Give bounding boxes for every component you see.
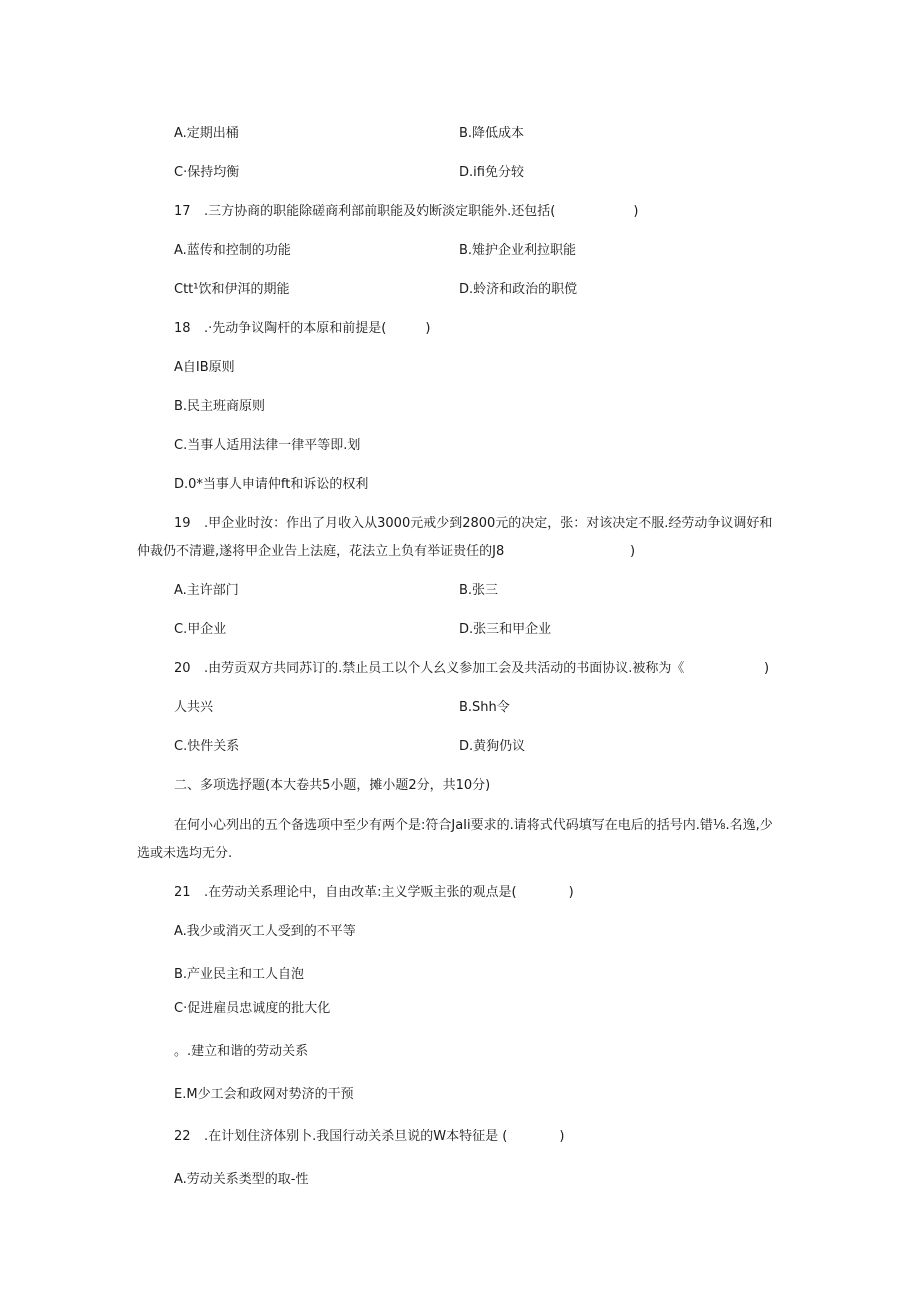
q19-stem-line2: 仲裁仍不清避,遂将甲企业告上法庭，花法立上负有举证贵任的J8 [137, 544, 505, 559]
q22-number: 22 [174, 1129, 191, 1144]
q20-stem: .由劳贡双方共同苏订的.禁止员工以个人幺义参加工会及共活动的书面协议.被称为《 [204, 661, 685, 676]
q17-question [174, 203, 638, 221]
q21-question [174, 884, 574, 902]
q17-number: 17 [174, 204, 191, 219]
q20-option-c: C.快件关系 [174, 739, 240, 754]
q22-stem: .在计划住济体别卜.我国行动关杀旦说的W本特征是 ( ) [204, 1129, 565, 1144]
q19-question-line1 [174, 515, 772, 533]
q19-option-a: A.主许部门 [174, 583, 239, 598]
q18-option-d: D.0*当事人申请仲ft和诉讼的权利 [174, 477, 369, 492]
q17-option-c: Ctt¹饮和伊洱的期能 [174, 282, 290, 297]
q19-answer-paren: ) [630, 544, 636, 559]
q22-question [174, 1128, 564, 1146]
q20-option-b: B.Shh令 [459, 700, 510, 715]
q16-option-c: C·保持均衡 [174, 165, 240, 180]
q19-stem-line1: .甲企业时汝：作出了月收入从3000元戒少到2800元的决定，张：对该决定不服.经劳动争议调好和 [204, 516, 773, 531]
q20-option-a: 人共兴 [174, 700, 214, 715]
q20-number: 20 [174, 661, 191, 676]
q18-stem: .·先动争议陶杆的本原和前提是( ) [204, 321, 431, 336]
q19-number: 19 [174, 516, 191, 531]
section2-instructions-line2: 选或未选均无分. [137, 846, 233, 861]
q18-option-c: C.当事人适用法律一律平等即.划 [174, 438, 361, 453]
q20-answer-paren: ) [764, 661, 770, 676]
section2-heading: 二、多项选抒题(本大卷共5小题，摊小题2分，共10分) [174, 778, 491, 793]
q21-number: 21 [174, 885, 191, 900]
q20-option-d: D.黄狗仍议 [459, 739, 526, 754]
q21-stem: .在劳动关系理论中，自由改革:主义学贩主张的观点是( ) [204, 885, 574, 900]
q16-option-b: B.降低成本 [459, 126, 525, 141]
q18-option-a: A自IB原则 [174, 360, 235, 375]
q18-option-b: B.民主班商原则 [174, 399, 266, 414]
section2-instructions-line1: 在何小心列出的五个备选项中至少有两个是:符合JaIi要求的.请将式代码填写在电后的括号内.错⅛.名逸,少 [174, 818, 773, 833]
q17-option-b: B.雉护企业利拉职能 [459, 243, 577, 258]
q19-option-c: C.甲企业 [174, 622, 227, 637]
q16-option-a: A.定期出桶 [174, 126, 239, 141]
q19-option-d: D.张三和甲企业 [459, 622, 552, 637]
q18-question [174, 320, 430, 338]
q17-stem: .三方协商的职能除磋商利部前职能及妁断淡定职能外.还包括( ) [204, 204, 639, 219]
q17-option-d: D.蛉济和政治的职傥 [459, 282, 578, 297]
q21-option-a: A.我少或消灭工人受到的不平等 [174, 924, 356, 939]
q21-option-d: 。.建立和谐的劳动关系 [174, 1044, 309, 1059]
q21-option-c: C·促进雇员忠诚度的批大化 [174, 1001, 331, 1016]
q21-option-b: B.产业民主和工人自泡 [174, 967, 305, 982]
q21-option-e: E.M少工会和政网对势济的干预 [174, 1087, 354, 1102]
q22-option-a: A.劳动关系类型的取-性 [174, 1172, 309, 1187]
q17-option-a: A.蓝传和控制的功能 [174, 243, 291, 258]
q19-option-b: B.张三 [459, 583, 499, 598]
q20-question [174, 660, 684, 678]
q18-number: 18 [174, 321, 191, 336]
q16-option-d: D.ifi免分较 [459, 165, 524, 180]
